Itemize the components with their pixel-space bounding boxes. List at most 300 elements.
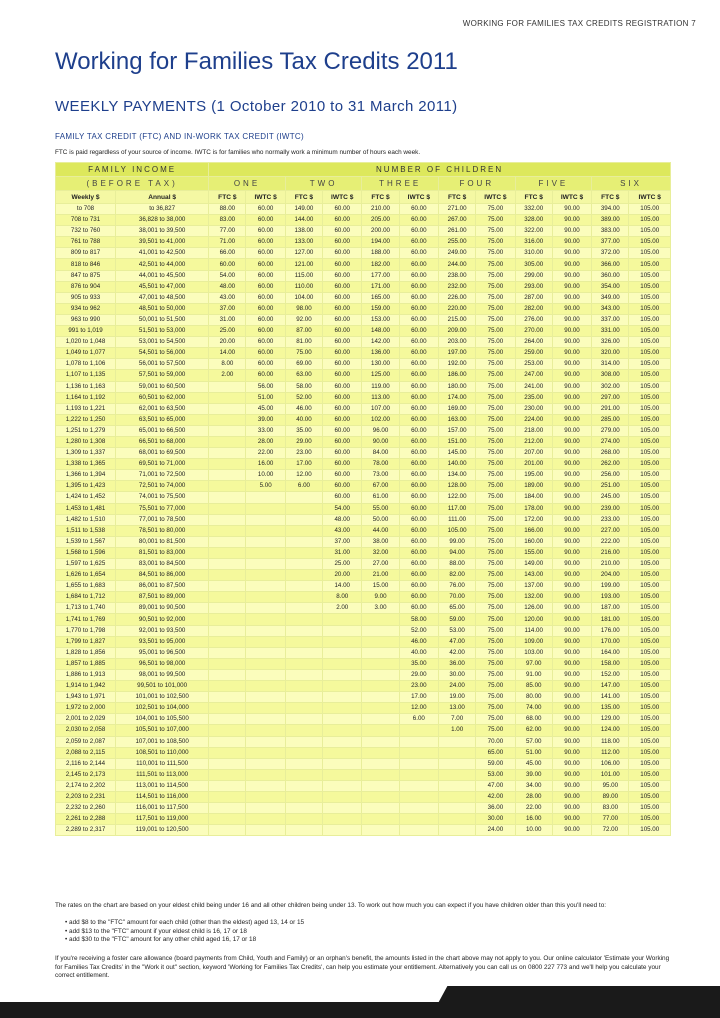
- iwtc-amount-cell: 60.00: [399, 237, 438, 248]
- iwtc-amount-cell: 75.00: [476, 204, 515, 215]
- weekly-income-cell: 809 to 817: [56, 248, 116, 259]
- iwtc-amount-cell: 75.00: [476, 237, 515, 248]
- weekly-income-cell: 1,684 to 1,712: [56, 592, 116, 603]
- annual-income-cell: 56,001 to 57,500: [116, 359, 209, 370]
- iwtc-amount-cell: 90.00: [552, 436, 591, 447]
- ftc-amount-cell: 259.00: [515, 348, 552, 359]
- ftc-amount-cell: [209, 581, 246, 592]
- iwtc-amount-cell: 105.00: [629, 381, 671, 392]
- iwtc-amount-cell: [399, 791, 438, 802]
- iwtc-amount-cell: 60.00: [323, 248, 362, 259]
- ftc-amount-cell: [438, 769, 475, 780]
- iwtc-amount-cell: 90.00: [552, 559, 591, 570]
- group-header: SIX: [592, 177, 671, 191]
- iwtc-amount-cell: 90.00: [552, 314, 591, 325]
- ftc-amount-cell: 70.00: [438, 592, 475, 603]
- ftc-amount-cell: 316.00: [515, 237, 552, 248]
- ftc-amount-cell: 82.00: [438, 570, 475, 581]
- weekly-income-cell: 1,309 to 1,337: [56, 448, 116, 459]
- table-row: [56, 681, 671, 692]
- iwtc-amount-cell: 75.00: [476, 681, 515, 692]
- ftc-amount-cell: 394.00: [592, 204, 629, 215]
- ftc-amount-cell: 245.00: [592, 492, 629, 503]
- iwtc-amount-cell: 90.00: [552, 248, 591, 259]
- iwtc-amount-cell: 60.00: [323, 226, 362, 237]
- ftc-amount-cell: [285, 681, 322, 692]
- iwtc-amount-cell: 60.00: [323, 281, 362, 292]
- annual-income-cell: 111,501 to 113,000: [116, 769, 209, 780]
- ftc-amount-cell: 205.00: [362, 215, 399, 226]
- ftc-amount-cell: 80.00: [515, 692, 552, 703]
- ftc-amount-cell: 377.00: [592, 237, 629, 248]
- iwtc-amount-cell: [323, 692, 362, 703]
- ftc-amount-cell: 66.00: [209, 248, 246, 259]
- weekly-income-cell: 1,770 to 1,798: [56, 625, 116, 636]
- ftc-amount-cell: 166.00: [515, 525, 552, 536]
- iwtc-amount-cell: 60.00: [323, 403, 362, 414]
- ftc-amount-cell: 114.00: [515, 625, 552, 636]
- iwtc-amount-cell: 105.00: [629, 348, 671, 359]
- table-row: [56, 536, 671, 547]
- ftc-amount-cell: [209, 536, 246, 547]
- ftc-amount-cell: 39.00: [515, 769, 552, 780]
- weekly-income-cell: 2,059 to 2,087: [56, 736, 116, 747]
- iwtc-column-header: IWTC $: [399, 191, 438, 204]
- iwtc-amount-cell: 60.00: [323, 470, 362, 481]
- iwtc-amount-cell: [323, 758, 362, 769]
- ftc-amount-cell: [209, 703, 246, 714]
- ftc-amount-cell: 78.00: [362, 459, 399, 470]
- ftc-amount-cell: 1.00: [438, 725, 475, 736]
- ftc-amount-cell: 44.00: [362, 525, 399, 536]
- ftc-amount-cell: 224.00: [515, 414, 552, 425]
- annual-income-cell: 74,001 to 75,500: [116, 492, 209, 503]
- weekly-income-cell: 1,539 to 1,567: [56, 536, 116, 547]
- iwtc-amount-cell: 35.00: [399, 658, 438, 669]
- table-row: [56, 481, 671, 492]
- ftc-amount-cell: [285, 703, 322, 714]
- iwtc-amount-cell: 105.00: [629, 825, 671, 836]
- iwtc-amount-cell: 105.00: [629, 570, 671, 581]
- table-row: [56, 559, 671, 570]
- iwtc-amount-cell: [323, 614, 362, 625]
- iwtc-amount-cell: [323, 791, 362, 802]
- weekly-income-cell: 991 to 1,019: [56, 326, 116, 337]
- iwtc-amount-cell: 105.00: [629, 525, 671, 536]
- annual-income-cell: 102,501 to 104,000: [116, 703, 209, 714]
- iwtc-amount-cell: 90.00: [552, 259, 591, 270]
- iwtc-amount-cell: 60.00: [323, 425, 362, 436]
- iwtc-amount-cell: 10.00: [246, 470, 285, 481]
- weekly-income-cell: 1,799 to 1,827: [56, 636, 116, 647]
- ftc-amount-cell: 34.00: [515, 780, 552, 791]
- iwtc-amount-cell: 60.00: [399, 525, 438, 536]
- iwtc-amount-cell: 90.00: [552, 669, 591, 680]
- iwtc-amount-cell: 105.00: [629, 803, 671, 814]
- ftc-amount-cell: 83.00: [209, 215, 246, 226]
- ftc-amount-cell: [209, 758, 246, 769]
- ftc-amount-cell: 97.00: [515, 658, 552, 669]
- iwtc-amount-cell: 75.00: [476, 470, 515, 481]
- group-header: FOUR: [438, 177, 515, 191]
- iwtc-amount-cell: 105.00: [629, 370, 671, 381]
- iwtc-amount-cell: 23.00: [399, 681, 438, 692]
- iwtc-column-header: IWTC $: [246, 191, 285, 204]
- iwtc-amount-cell: 90.00: [552, 791, 591, 802]
- annual-income-cell: 72,501 to 74,000: [116, 481, 209, 492]
- ftc-amount-cell: 63.00: [285, 370, 322, 381]
- ftc-amount-cell: 372.00: [592, 248, 629, 259]
- annual-income-cell: 101,001 to 102,500: [116, 692, 209, 703]
- ftc-column-header: FTC $: [515, 191, 552, 204]
- table-row: [56, 581, 671, 592]
- ftc-amount-cell: 124.00: [592, 725, 629, 736]
- ftc-amount-cell: 253.00: [515, 359, 552, 370]
- annual-income-cell: 113,001 to 114,500: [116, 780, 209, 791]
- ftc-amount-cell: 65.00: [438, 603, 475, 614]
- weekly-income-cell: 934 to 962: [56, 303, 116, 314]
- iwtc-amount-cell: 60.00: [323, 436, 362, 447]
- weekly-income-cell: 1,886 to 1,913: [56, 669, 116, 680]
- ftc-amount-cell: 189.00: [515, 481, 552, 492]
- iwtc-amount-cell: 60.00: [399, 326, 438, 337]
- ftc-amount-cell: [209, 780, 246, 791]
- annual-income-cell: 96,501 to 98,000: [116, 658, 209, 669]
- annual-income-cell: 93,501 to 95,000: [116, 636, 209, 647]
- ftc-amount-cell: [285, 636, 322, 647]
- weekly-income-cell: 761 to 788: [56, 237, 116, 248]
- ftc-amount-cell: [209, 791, 246, 802]
- ftc-amount-cell: 9.00: [362, 592, 399, 603]
- iwtc-amount-cell: 70.00: [476, 736, 515, 747]
- ftc-amount-cell: 320.00: [592, 348, 629, 359]
- ftc-amount-cell: 91.00: [515, 669, 552, 680]
- ftc-amount-cell: 76.00: [438, 581, 475, 592]
- ftc-amount-cell: 77.00: [592, 814, 629, 825]
- table-row: [56, 647, 671, 658]
- iwtc-amount-cell: 36.00: [476, 803, 515, 814]
- notes-bullet-text: add $8 to the "FTC" amount for each child (other than the eldest) aged 13, 14 or 15: [69, 919, 305, 926]
- ftc-amount-cell: 282.00: [515, 303, 552, 314]
- ftc-amount-cell: 141.00: [592, 692, 629, 703]
- iwtc-amount-cell: 60.00: [246, 337, 285, 348]
- ftc-amount-cell: [209, 570, 246, 581]
- annual-income-cell: 95,001 to 96,500: [116, 647, 209, 658]
- ftc-amount-cell: 71.00: [209, 237, 246, 248]
- iwtc-amount-cell: 90.00: [552, 403, 591, 414]
- iwtc-amount-cell: 90.00: [552, 581, 591, 592]
- iwtc-amount-cell: 65.00: [476, 747, 515, 758]
- iwtc-amount-cell: 16.00: [246, 459, 285, 470]
- ftc-amount-cell: 7.00: [438, 714, 475, 725]
- iwtc-amount-cell: 60.00: [323, 359, 362, 370]
- iwtc-amount-cell: 90.00: [552, 525, 591, 536]
- iwtc-amount-cell: 105.00: [629, 747, 671, 758]
- ftc-column-header: FTC $: [362, 191, 399, 204]
- number-of-children-header: NUMBER OF CHILDREN: [209, 163, 671, 177]
- iwtc-amount-cell: [323, 703, 362, 714]
- weekly-income-cell: 1,511 to 1,538: [56, 525, 116, 536]
- ftc-amount-cell: [209, 425, 246, 436]
- iwtc-amount-cell: 105.00: [629, 436, 671, 447]
- annual-income-cell: 59,001 to 60,500: [116, 381, 209, 392]
- ftc-amount-cell: 84.00: [362, 448, 399, 459]
- ftc-amount-cell: 268.00: [592, 448, 629, 459]
- iwtc-amount-cell: [246, 692, 285, 703]
- iwtc-amount-cell: 75.00: [476, 536, 515, 547]
- annual-income-cell: 42,501 to 44,000: [116, 259, 209, 270]
- ftc-amount-cell: [285, 769, 322, 780]
- weekly-income-cell: 2,203 to 2,231: [56, 791, 116, 802]
- ftc-amount-cell: 98.00: [285, 303, 322, 314]
- table-row: [56, 747, 671, 758]
- iwtc-amount-cell: 90.00: [552, 714, 591, 725]
- iwtc-amount-cell: 47.00: [476, 780, 515, 791]
- ftc-amount-cell: 349.00: [592, 292, 629, 303]
- annual-income-cell: 71,001 to 72,500: [116, 470, 209, 481]
- ftc-amount-cell: 74.00: [515, 703, 552, 714]
- ftc-amount-cell: 22.00: [515, 803, 552, 814]
- iwtc-amount-cell: 60.00: [399, 337, 438, 348]
- ftc-amount-cell: [209, 503, 246, 514]
- iwtc-amount-cell: [399, 725, 438, 736]
- notes-foster: If you're receiving a foster care allowance (board payments from Child, Youth and Family) or an orphan's benefit, the amounts listed in the chart above may not apply to you. Our online calculator 'Estimate your Working for Families Tax Credits' in the "Work it out" section, keyword 'Working for Families Tax Credits', can help you estimate your entitlement. Alternatively you can call us on 0800 227 773 and we'll help you calculate your correct entitlement.: [55, 955, 670, 980]
- ftc-amount-cell: 287.00: [515, 292, 552, 303]
- iwtc-amount-cell: 105.00: [629, 614, 671, 625]
- ftc-amount-cell: [285, 791, 322, 802]
- iwtc-amount-cell: 60.00: [399, 459, 438, 470]
- ftc-amount-cell: 99.00: [438, 536, 475, 547]
- ftc-amount-cell: 227.00: [592, 525, 629, 536]
- annual-income-cell: 87,501 to 89,000: [116, 592, 209, 603]
- iwtc-amount-cell: [246, 625, 285, 636]
- iwtc-amount-cell: 8.00: [323, 592, 362, 603]
- iwtc-amount-cell: [323, 669, 362, 680]
- ftc-amount-cell: [209, 803, 246, 814]
- ftc-amount-cell: 163.00: [438, 414, 475, 425]
- ftc-amount-cell: 194.00: [362, 237, 399, 248]
- iwtc-amount-cell: 90.00: [552, 603, 591, 614]
- iwtc-amount-cell: 90.00: [552, 647, 591, 658]
- iwtc-amount-cell: 75.00: [476, 348, 515, 359]
- weekly-income-cell: to 708: [56, 204, 116, 215]
- ftc-amount-cell: [209, 725, 246, 736]
- weekly-income-cell: 1,943 to 1,971: [56, 692, 116, 703]
- annual-income-cell: to 36,827: [116, 204, 209, 215]
- ftc-amount-cell: 90.00: [362, 436, 399, 447]
- ftc-amount-cell: 23.00: [285, 448, 322, 459]
- weekly-income-cell: 1,049 to 1,077: [56, 348, 116, 359]
- annual-income-cell: 53,001 to 54,500: [116, 337, 209, 348]
- ftc-amount-cell: 180.00: [438, 381, 475, 392]
- ftc-amount-cell: 389.00: [592, 215, 629, 226]
- iwtc-amount-cell: 60.00: [399, 425, 438, 436]
- iwtc-amount-cell: [246, 736, 285, 747]
- iwtc-amount-cell: 90.00: [552, 736, 591, 747]
- ftc-column-header: FTC $: [285, 191, 322, 204]
- iwtc-amount-cell: 75.00: [476, 570, 515, 581]
- ftc-amount-cell: 215.00: [438, 314, 475, 325]
- ftc-amount-cell: 188.00: [362, 248, 399, 259]
- iwtc-amount-cell: 105.00: [629, 448, 671, 459]
- iwtc-amount-cell: 60.00: [323, 337, 362, 348]
- table-row: [56, 780, 671, 791]
- iwtc-amount-cell: 59.00: [476, 758, 515, 769]
- annual-income-cell: 89,001 to 90,500: [116, 603, 209, 614]
- ftc-amount-cell: [438, 825, 475, 836]
- weekly-income-cell: 1,655 to 1,683: [56, 581, 116, 592]
- iwtc-amount-cell: 105.00: [629, 514, 671, 525]
- iwtc-amount-cell: 90.00: [552, 780, 591, 791]
- annual-income-cell: 80,001 to 81,500: [116, 536, 209, 547]
- ftc-amount-cell: 174.00: [438, 392, 475, 403]
- iwtc-amount-cell: 75.00: [476, 658, 515, 669]
- ftc-amount-cell: [362, 703, 399, 714]
- iwtc-amount-cell: 60.00: [399, 270, 438, 281]
- ftc-amount-cell: [438, 758, 475, 769]
- annual-income-cell: 41,001 to 42,500: [116, 248, 209, 259]
- ftc-amount-cell: [438, 736, 475, 747]
- ftc-amount-cell: 12.00: [285, 470, 322, 481]
- iwtc-amount-cell: [246, 503, 285, 514]
- ftc-amount-cell: 197.00: [438, 348, 475, 359]
- iwtc-amount-cell: 105.00: [629, 592, 671, 603]
- weekly-income-cell: 1,078 to 1,106: [56, 359, 116, 370]
- ftc-amount-cell: [209, 625, 246, 636]
- iwtc-amount-cell: 90.00: [552, 692, 591, 703]
- weekly-income-cell: 1,597 to 1,625: [56, 559, 116, 570]
- iwtc-amount-cell: 60.00: [399, 204, 438, 215]
- weekly-income-cell: 1,857 to 1,885: [56, 658, 116, 669]
- ftc-amount-cell: [362, 636, 399, 647]
- ftc-amount-cell: 195.00: [515, 470, 552, 481]
- iwtc-amount-cell: [246, 603, 285, 614]
- iwtc-amount-cell: [323, 747, 362, 758]
- ftc-amount-cell: 140.00: [438, 459, 475, 470]
- iwtc-amount-cell: 60.00: [323, 492, 362, 503]
- annual-income-cell: 50,001 to 51,500: [116, 314, 209, 325]
- iwtc-amount-cell: 60.00: [323, 481, 362, 492]
- annual-income-cell: 45,501 to 47,000: [116, 281, 209, 292]
- ftc-amount-cell: [285, 658, 322, 669]
- iwtc-amount-cell: 20.00: [323, 570, 362, 581]
- notes-intro: The rates on the chart are based on your eldest child being under 16 and all other children being under 13. To work out how much you can expect if you have children older than this you'll need to:: [55, 902, 607, 909]
- table-row: [56, 791, 671, 802]
- iwtc-amount-cell: 105.00: [629, 303, 671, 314]
- iwtc-amount-cell: 90.00: [552, 237, 591, 248]
- iwtc-column-header: IWTC $: [476, 191, 515, 204]
- iwtc-amount-cell: 33.00: [246, 425, 285, 436]
- notes-bullet-text: add $13 to the "FTC" amount if your eldest child is 16, 17 or 18: [69, 927, 247, 935]
- table-row: [56, 470, 671, 481]
- weekly-income-cell: 1,482 to 1,510: [56, 514, 116, 525]
- iwtc-amount-cell: 75.00: [476, 392, 515, 403]
- page-title: Working for Families Tax Credits 2011: [55, 48, 458, 75]
- weekly-income-cell: 847 to 875: [56, 270, 116, 281]
- annual-income-cell: 48,501 to 50,000: [116, 303, 209, 314]
- iwtc-amount-cell: 105.00: [629, 337, 671, 348]
- annual-income-cell: 68,001 to 69,500: [116, 448, 209, 459]
- iwtc-amount-cell: 75.00: [476, 725, 515, 736]
- ftc-amount-cell: 308.00: [592, 370, 629, 381]
- ftc-amount-cell: 132.00: [515, 592, 552, 603]
- iwtc-amount-cell: 105.00: [629, 791, 671, 802]
- iwtc-amount-cell: 31.00: [323, 547, 362, 558]
- ftc-amount-cell: [209, 614, 246, 625]
- iwtc-amount-cell: 60.00: [399, 481, 438, 492]
- ftc-amount-cell: [438, 747, 475, 758]
- ftc-amount-cell: 94.00: [438, 547, 475, 558]
- iwtc-amount-cell: 75.00: [476, 647, 515, 658]
- iwtc-amount-cell: 60.00: [399, 436, 438, 447]
- annual-income-cell: 57,501 to 59,000: [116, 370, 209, 381]
- iwtc-amount-cell: 75.00: [476, 359, 515, 370]
- weekly-income-cell: 2,001 to 2,029: [56, 714, 116, 725]
- ftc-amount-cell: 230.00: [515, 403, 552, 414]
- iwtc-amount-cell: 60.00: [323, 259, 362, 270]
- annual-income-cell: 78,501 to 80,000: [116, 525, 209, 536]
- iwtc-amount-cell: 75.00: [476, 547, 515, 558]
- ftc-amount-cell: [285, 514, 322, 525]
- weekly-income-cell: 2,232 to 2,260: [56, 803, 116, 814]
- iwtc-amount-cell: [246, 791, 285, 802]
- iwtc-amount-cell: [246, 747, 285, 758]
- iwtc-amount-cell: 90.00: [552, 448, 591, 459]
- iwtc-amount-cell: 105.00: [629, 392, 671, 403]
- ftc-amount-cell: [285, 581, 322, 592]
- ftc-amount-cell: 27.00: [362, 559, 399, 570]
- ftc-amount-cell: 276.00: [515, 314, 552, 325]
- ftc-amount-cell: [209, 448, 246, 459]
- iwtc-amount-cell: 75.00: [476, 559, 515, 570]
- iwtc-amount-cell: 90.00: [552, 592, 591, 603]
- iwtc-amount-cell: 60.00: [399, 536, 438, 547]
- iwtc-amount-cell: 29.00: [399, 669, 438, 680]
- ftc-amount-cell: [209, 692, 246, 703]
- ftc-amount-cell: [438, 780, 475, 791]
- iwtc-amount-cell: 53.00: [476, 769, 515, 780]
- iwtc-amount-cell: 60.00: [246, 237, 285, 248]
- iwtc-amount-cell: 60.00: [399, 470, 438, 481]
- iwtc-amount-cell: 90.00: [552, 459, 591, 470]
- weekly-income-cell: 1,741 to 1,769: [56, 614, 116, 625]
- ftc-amount-cell: 133.00: [285, 237, 322, 248]
- ftc-amount-cell: [362, 814, 399, 825]
- ftc-amount-cell: 126.00: [515, 603, 552, 614]
- ftc-amount-cell: 354.00: [592, 281, 629, 292]
- ftc-amount-cell: 50.00: [362, 514, 399, 525]
- iwtc-column-header: IWTC $: [323, 191, 362, 204]
- ftc-amount-cell: 203.00: [438, 337, 475, 348]
- iwtc-amount-cell: 105.00: [629, 725, 671, 736]
- ftc-amount-cell: 2.00: [209, 370, 246, 381]
- iwtc-amount-cell: 105.00: [629, 736, 671, 747]
- iwtc-amount-cell: [246, 636, 285, 647]
- ftc-amount-cell: 110.00: [285, 281, 322, 292]
- notes-bullet-list: [55, 919, 665, 945]
- iwtc-amount-cell: 60.00: [246, 370, 285, 381]
- ftc-amount-cell: 10.00: [515, 825, 552, 836]
- iwtc-amount-cell: [323, 725, 362, 736]
- iwtc-amount-cell: 60.00: [399, 314, 438, 325]
- ftc-amount-cell: 209.00: [438, 326, 475, 337]
- section-note: FTC is paid regardless of your source of income. IWTC is for families who normally work a minimum number of hours each week.: [55, 149, 421, 156]
- iwtc-amount-cell: 75.00: [476, 248, 515, 259]
- ftc-amount-cell: [209, 403, 246, 414]
- ftc-amount-cell: 28.00: [515, 791, 552, 802]
- ftc-amount-cell: 210.00: [592, 559, 629, 570]
- ftc-amount-cell: 310.00: [515, 248, 552, 259]
